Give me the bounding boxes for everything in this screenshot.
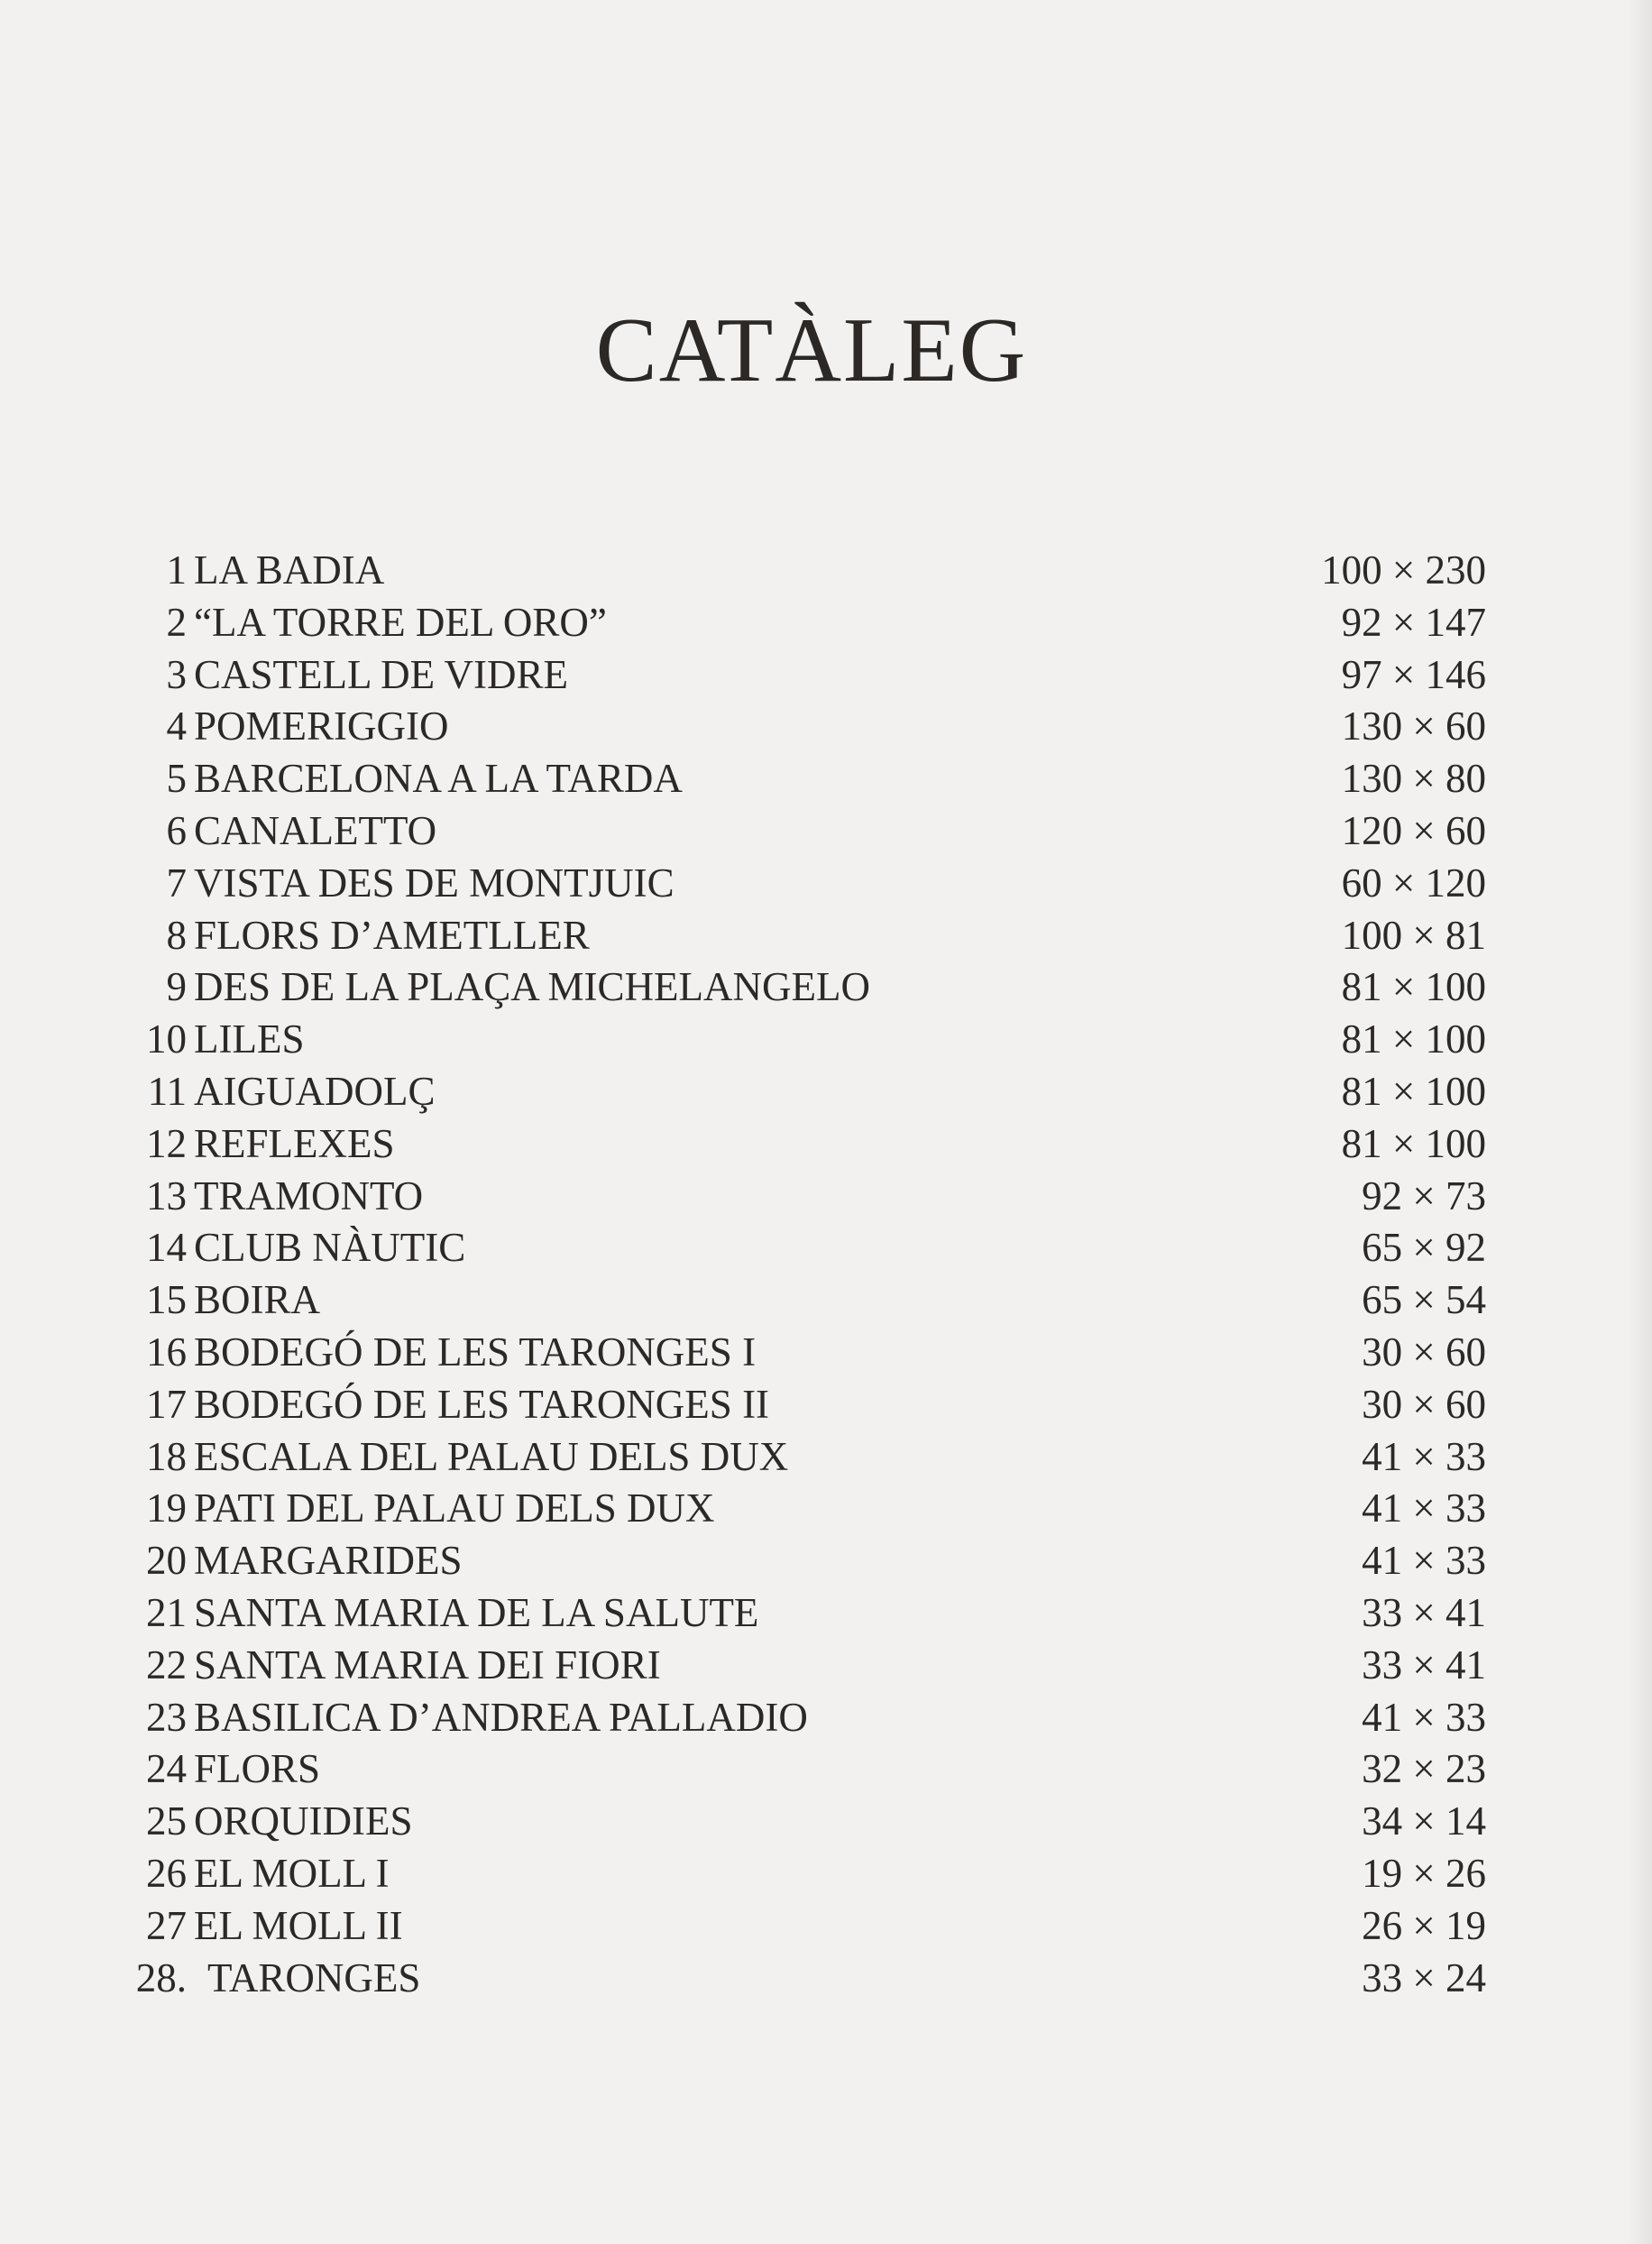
item-dimensions: 65 × 54 bbox=[1362, 1277, 1486, 1323]
item-number: 14 bbox=[146, 1225, 187, 1271]
catalog-item bbox=[0, 1796, 1652, 1848]
catalog-item bbox=[0, 1848, 1652, 1900]
catalog-item bbox=[0, 1066, 1652, 1118]
item-number: 10 bbox=[146, 1016, 187, 1062]
item-title: “LA TORRE DEL ORO” bbox=[194, 599, 607, 645]
catalog-item bbox=[0, 1483, 1652, 1535]
item-dimensions: 120 × 60 bbox=[1341, 807, 1486, 853]
item-number: 4 bbox=[166, 704, 187, 750]
catalog-item bbox=[0, 1171, 1652, 1223]
item-dimensions: 26 × 19 bbox=[1362, 1902, 1486, 1948]
catalog-item bbox=[0, 1692, 1652, 1744]
item-dimensions: 81 × 100 bbox=[1341, 1120, 1486, 1166]
item-title: BARCELONA A LA TARDA bbox=[194, 756, 683, 802]
item-title: LA BADIA bbox=[194, 547, 385, 593]
item-number: 15 bbox=[146, 1277, 187, 1323]
item-title: VISTA DES DE MONTJUIC bbox=[194, 860, 675, 906]
catalog-item bbox=[0, 1640, 1652, 1692]
item-title: POMERIGGIO bbox=[194, 704, 449, 750]
item-title: ESCALA DEL PALAU DELS DUX bbox=[194, 1433, 789, 1479]
item-dimensions: 81 × 100 bbox=[1341, 1068, 1486, 1114]
item-dimensions: 100 × 230 bbox=[1321, 547, 1486, 593]
item-number: 13 bbox=[146, 1173, 187, 1219]
catalog-item bbox=[0, 1743, 1652, 1796]
item-dimensions: 100 × 81 bbox=[1341, 912, 1486, 958]
item-number: 17 bbox=[146, 1381, 187, 1427]
item-title: EL MOLL I bbox=[194, 1850, 390, 1896]
item-title: PATI DEL PALAU DELS DUX bbox=[194, 1485, 715, 1531]
catalog-item bbox=[0, 701, 1652, 753]
catalog-item bbox=[0, 1014, 1652, 1066]
item-title: EL MOLL II bbox=[194, 1902, 403, 1948]
item-number: 3 bbox=[166, 651, 187, 697]
item-title: BASILICA D’ANDREA PALLADIO bbox=[194, 1694, 808, 1740]
catalog-list bbox=[0, 545, 1652, 2004]
item-number: 1 bbox=[166, 547, 187, 593]
item-number: 5 bbox=[166, 756, 187, 802]
item-title: CLUB NÀUTIC bbox=[194, 1225, 466, 1271]
item-number: 2 bbox=[166, 599, 187, 645]
catalog-item bbox=[0, 961, 1652, 1014]
catalog-item bbox=[0, 597, 1652, 649]
item-dimensions: 33 × 41 bbox=[1362, 1589, 1486, 1635]
item-number: 6 bbox=[166, 807, 187, 853]
item-number: 8 bbox=[166, 912, 187, 958]
item-dimensions: 92 × 147 bbox=[1341, 599, 1486, 645]
item-dimensions: 34 × 14 bbox=[1362, 1798, 1486, 1844]
item-dimensions: 32 × 23 bbox=[1362, 1746, 1486, 1792]
catalog-item bbox=[0, 910, 1652, 962]
item-dimensions: 130 × 80 bbox=[1341, 756, 1486, 802]
item-number: 19 bbox=[146, 1485, 187, 1531]
item-dimensions: 41 × 33 bbox=[1362, 1538, 1486, 1584]
catalog-item bbox=[0, 1118, 1652, 1171]
item-number: 9 bbox=[166, 964, 187, 1010]
item-dimensions: 81 × 100 bbox=[1341, 964, 1486, 1010]
item-dimensions: 41 × 33 bbox=[1362, 1485, 1486, 1531]
item-title: BODEGÓ DE LES TARONGES I bbox=[194, 1329, 757, 1375]
item-number: 28. bbox=[135, 1954, 187, 2000]
item-dimensions: 92 × 73 bbox=[1362, 1173, 1486, 1219]
item-title: CASTELL DE VIDRE bbox=[194, 651, 568, 697]
item-title: BOIRA bbox=[194, 1277, 321, 1323]
item-title: AIGUADOLÇ bbox=[194, 1068, 436, 1114]
item-title: TRAMONTO bbox=[194, 1173, 424, 1219]
item-dimensions: 30 × 60 bbox=[1362, 1329, 1486, 1375]
item-title: SANTA MARIA DE LA SALUTE bbox=[194, 1589, 759, 1635]
item-dimensions: 33 × 41 bbox=[1362, 1642, 1486, 1688]
item-title: FLORS bbox=[194, 1746, 321, 1792]
item-dimensions: 97 × 146 bbox=[1341, 651, 1486, 697]
item-title: BODEGÓ DE LES TARONGES II bbox=[194, 1381, 770, 1427]
item-number: 26 bbox=[146, 1850, 187, 1896]
item-number: 25 bbox=[146, 1798, 187, 1844]
catalog-item bbox=[0, 753, 1652, 805]
item-title: LILES bbox=[194, 1016, 305, 1062]
item-dimensions: 130 × 60 bbox=[1341, 704, 1486, 750]
item-number: 16 bbox=[146, 1329, 187, 1375]
item-title: FLORS D’AMETLLER bbox=[194, 912, 590, 958]
item-dimensions: 60 × 120 bbox=[1341, 860, 1486, 906]
item-number: 23 bbox=[146, 1694, 187, 1740]
catalog-item bbox=[0, 1953, 1652, 2005]
item-number: 22 bbox=[146, 1642, 187, 1688]
item-number: 12 bbox=[146, 1120, 187, 1166]
item-dimensions: 41 × 33 bbox=[1362, 1433, 1486, 1479]
item-title: SANTA MARIA DEI FIORI bbox=[194, 1642, 661, 1688]
item-number: 20 bbox=[146, 1538, 187, 1584]
item-title: CANALETTO bbox=[194, 807, 437, 853]
page-title: CATÀLEG bbox=[595, 299, 1028, 401]
catalog-item bbox=[0, 649, 1652, 702]
item-dimensions: 41 × 33 bbox=[1362, 1694, 1486, 1740]
item-title: MARGARIDES bbox=[194, 1538, 463, 1584]
catalog-item bbox=[0, 1379, 1652, 1431]
item-dimensions: 19 × 26 bbox=[1362, 1850, 1486, 1896]
item-number: 7 bbox=[166, 860, 187, 906]
catalog-item bbox=[0, 545, 1652, 597]
item-title: ORQUIDIES bbox=[194, 1798, 413, 1844]
catalog-item bbox=[0, 1431, 1652, 1484]
item-title: DES DE LA PLAÇA MICHELANGELO bbox=[194, 964, 870, 1010]
item-dimensions: 33 × 24 bbox=[1362, 1954, 1486, 2000]
catalog-item bbox=[0, 1327, 1652, 1379]
item-number: 21 bbox=[146, 1589, 187, 1635]
catalog-item bbox=[0, 858, 1652, 910]
item-number: 27 bbox=[146, 1902, 187, 1948]
item-number: 11 bbox=[147, 1068, 187, 1114]
item-dimensions: 30 × 60 bbox=[1362, 1381, 1486, 1427]
catalog-item bbox=[0, 1535, 1652, 1587]
catalog-item bbox=[0, 805, 1652, 858]
item-dimensions: 65 × 92 bbox=[1362, 1225, 1486, 1271]
item-dimensions: 81 × 100 bbox=[1341, 1016, 1486, 1062]
catalog-item bbox=[0, 1587, 1652, 1640]
catalog-item bbox=[0, 1222, 1652, 1274]
item-number: 18 bbox=[146, 1433, 187, 1479]
item-title: REFLEXES bbox=[194, 1120, 395, 1166]
item-title: TARONGES bbox=[207, 1954, 421, 2000]
catalog-item bbox=[0, 1274, 1652, 1327]
item-number: 24 bbox=[146, 1746, 187, 1792]
catalog-item bbox=[0, 1900, 1652, 1953]
